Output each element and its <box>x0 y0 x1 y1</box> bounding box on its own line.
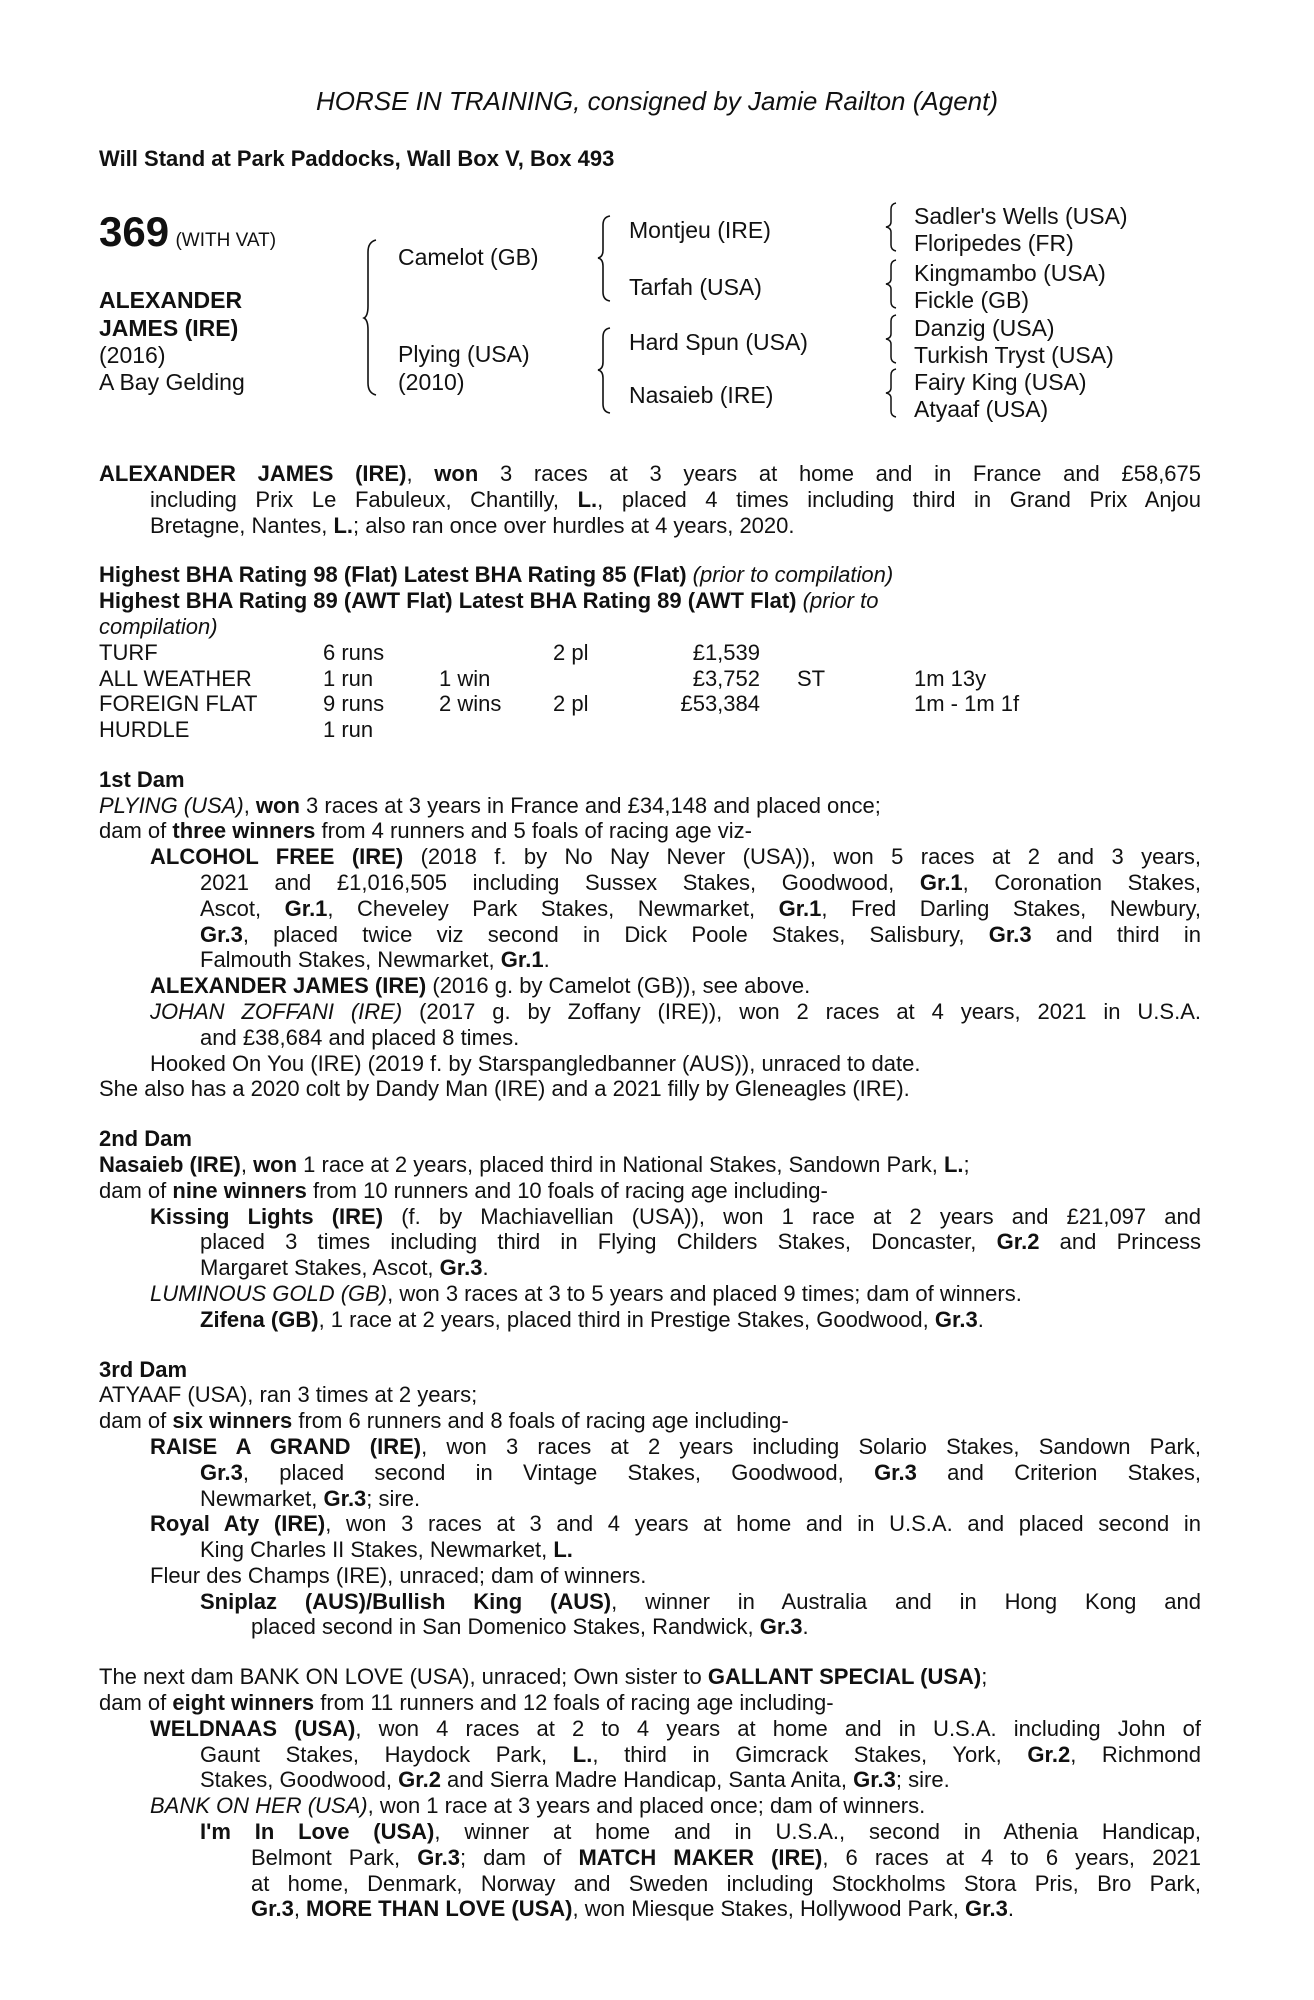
text: and Criterion Stakes, <box>916 1459 1201 1485</box>
text: . <box>802 1614 809 1640</box>
text-line <box>99 461 1201 487</box>
text: and Sierra Madre Handicap, Santa Anita, <box>440 1767 854 1793</box>
paragraph <box>99 1152 1201 1178</box>
text: , won 3 races at 2 years including Solario Stakes, Sandown Park, <box>421 1433 1201 1459</box>
text: Margaret Stakes, Ascot, <box>200 1255 440 1281</box>
paragraph <box>99 1434 1201 1511</box>
text: including Prix Le Fabuleux, Chantilly, <box>150 486 578 512</box>
text: and £38,684 and placed 8 times. <box>200 1024 520 1050</box>
paragraph <box>99 1793 1201 1819</box>
text-line <box>99 1025 1201 1051</box>
stats-cell: £3,752 <box>692 665 760 691</box>
stats-cell: ST <box>797 665 826 691</box>
ancestor: Fairy King (USA) <box>914 369 1087 395</box>
text-line <box>99 1255 1201 1281</box>
text-line <box>99 1408 1201 1434</box>
rating-line <box>99 562 1201 588</box>
text: , won 4 races at 2 to 4 years at home and in U.S.A. including John of <box>355 1715 1201 1741</box>
bold-text: L. <box>577 486 598 512</box>
bold-text: L. <box>553 1537 573 1563</box>
stats-cell: 6 runs <box>323 639 385 665</box>
text: . <box>977 1306 984 1332</box>
text-line <box>99 844 1201 870</box>
bold-text: Gr.3 <box>759 1614 803 1640</box>
stats-cell: 2 pl <box>553 639 589 665</box>
paragraph <box>99 818 1201 844</box>
dam: Plying (USA) <box>398 341 530 367</box>
text: ; <box>981 1664 988 1690</box>
stats-cell: 1 run <box>323 665 374 691</box>
stats-cell: HURDLE <box>99 717 190 743</box>
text: (f. by Machiavellian (USA)), won 1 race at 2 years and £21,097 and <box>383 1203 1201 1229</box>
bold-text: Gr.1 <box>919 869 963 895</box>
horse-name-line1: ALEXANDER <box>99 287 243 313</box>
sire-dam: Tarfah (USA) <box>629 274 762 300</box>
bold-text: Gr.3 <box>323 1485 367 1511</box>
ancestor: Floripedes (FR) <box>914 230 1074 256</box>
text: Falmouth Stakes, Newmarket, <box>200 947 501 973</box>
paragraph <box>99 461 1201 538</box>
text-line <box>99 1819 1201 1845</box>
text: from 4 runners and 5 foals of racing age viz- <box>315 818 752 844</box>
stats-row <box>99 717 1201 743</box>
dam-sire: Hard Spun (USA) <box>629 329 808 355</box>
pedigree-table <box>0 0 1314 450</box>
text-line <box>99 1204 1201 1230</box>
paragraph <box>99 1408 1201 1434</box>
paragraph <box>99 1664 1201 1690</box>
bold-text: won <box>253 1151 298 1177</box>
stats-cell: £53,384 <box>680 691 760 717</box>
bold-text: Gr.3 <box>200 921 243 947</box>
text: Stakes, Goodwood, <box>200 1767 399 1793</box>
sire: Camelot (GB) <box>398 244 539 270</box>
bold-text: nine winners <box>172 1177 307 1203</box>
text-line <box>99 1742 1201 1768</box>
catalogue-body <box>99 461 1201 1946</box>
text: placed second in San Domenico Stakes, Randwick, <box>251 1614 760 1640</box>
text: King Charles II Stakes, Newmarket, <box>200 1537 554 1563</box>
text-line <box>99 1793 1201 1819</box>
text: , winner at home and in U.S.A., second in Athenia Handicap, <box>434 1819 1201 1845</box>
horse-description: A Bay Gelding <box>99 369 245 395</box>
text: , won 1 race at 3 years and placed once; dam of winners. <box>367 1793 926 1819</box>
text: placed 3 times including third in Flying Childers Stakes, Doncaster, <box>200 1229 997 1255</box>
text-line <box>99 1511 1201 1537</box>
bold-text: ALEXANDER JAMES (IRE) <box>99 461 407 486</box>
text: , placed 4 times including third in Grand Prix Anjou <box>597 486 1201 512</box>
text: , Cheveley Park Stakes, Newmarket, <box>327 895 779 921</box>
text-line <box>99 1486 1201 1512</box>
rating-note: (prior to <box>802 588 879 614</box>
paragraph <box>99 793 1201 819</box>
dam-dam: Nasaieb (IRE) <box>629 382 774 408</box>
stats-cell: 9 runs <box>323 691 385 717</box>
bold-text: Gr.2 <box>996 1229 1040 1255</box>
text-line <box>99 1307 1201 1333</box>
dam-section <box>99 767 1201 1102</box>
text: Gaunt Stakes, Haydock Park, <box>200 1741 573 1767</box>
bold-text: L. <box>943 1151 964 1177</box>
page-title: HORSE IN TRAINING, consigned by Jamie Railton (Agent) <box>315 86 999 116</box>
bold-text: Gr.3 <box>934 1306 978 1332</box>
bold-text: eight winners <box>172 1690 315 1716</box>
bold-text: Nasaieb (IRE) <box>99 1151 241 1177</box>
text: dam of <box>99 1177 173 1203</box>
stats-row <box>99 640 1201 666</box>
text: Hooked On You (IRE) (2019 f. by Starspangledbanner (AUS)), unraced to date. <box>150 1050 921 1076</box>
text-line <box>99 1076 1201 1102</box>
bold-text: L. <box>333 512 354 538</box>
text: . <box>1007 1896 1014 1922</box>
text: , third in Gimcrack Stakes, York, <box>592 1741 1028 1767</box>
stats-cell: ALL WEATHER <box>99 665 252 691</box>
rating-line <box>99 588 1201 614</box>
paragraph <box>99 1589 1201 1641</box>
bold-text: Gr.1 <box>284 895 328 921</box>
brace-icon <box>598 328 612 413</box>
ancestor: Turkish Tryst (USA) <box>914 342 1114 368</box>
text: , <box>240 1151 254 1177</box>
stats-cell: 1m 13y <box>914 665 987 691</box>
text-line <box>99 1460 1201 1486</box>
stand-location: Will Stand at Park Paddocks, Wall Box V, Box 493 <box>99 146 615 171</box>
text: (2016 g. by Camelot (GB)), see above. <box>426 973 811 999</box>
text: from 11 runners and 12 foals of racing age including- <box>314 1690 834 1716</box>
text: She also has a 2020 colt by Dandy Man (IRE) and a 2021 filly by Gleneagles (IRE). <box>99 1076 910 1102</box>
paragraph <box>99 844 1201 973</box>
text: , Richmond <box>1070 1741 1201 1767</box>
horse-year: (2016) <box>99 342 166 368</box>
dam-year: (2010) <box>398 369 465 395</box>
lot-number: 369 <box>99 208 170 255</box>
text-line <box>99 487 1201 513</box>
paragraph <box>99 1716 1201 1793</box>
text-line <box>99 1716 1201 1742</box>
bold-text: Zifena (GB) <box>200 1306 319 1332</box>
text: 3 races at 3 years in France and £34,148 and placed once; <box>299 792 881 818</box>
text: Belmont Park, <box>251 1844 418 1870</box>
text: Ascot, <box>200 895 285 921</box>
bold-text: Royal Aty (IRE) <box>150 1511 326 1537</box>
text: from 10 runners and 10 foals of racing age including- <box>306 1177 828 1203</box>
ratings-and-stats <box>99 562 1201 742</box>
stats-cell: 1 win <box>439 665 491 691</box>
section-heading: 1st Dam <box>99 766 185 792</box>
text: 2021 and £1,016,505 including Sussex Stakes, Goodwood, <box>200 869 920 895</box>
text-line <box>99 1563 1201 1589</box>
bold-text: Gr.3 <box>439 1255 483 1281</box>
text: , placed second in Vintage Stakes, Goodwood, <box>242 1459 875 1485</box>
text: dam of <box>99 1408 173 1434</box>
text: . <box>543 947 550 973</box>
brace-icon <box>886 260 898 308</box>
rating-text: Highest BHA Rating 98 (Flat) Latest BHA Rating 85 (Flat) <box>99 562 687 588</box>
text-line <box>99 1614 1201 1640</box>
text: , won Miesque Stakes, Hollywood Park, <box>572 1896 966 1922</box>
bold-text: Gr.3 <box>988 921 1032 947</box>
dam-section <box>99 1664 1201 1922</box>
paragraph <box>99 1204 1201 1281</box>
paragraph <box>99 1690 1201 1716</box>
paragraph <box>99 973 1201 999</box>
text-line <box>99 947 1201 973</box>
bold-text: MORE THAN LOVE (USA) <box>306 1896 573 1922</box>
text: , placed twice viz second in Dick Poole Stakes, Salisbury, <box>242 921 989 947</box>
lot-number-line <box>99 210 276 254</box>
italic-text: BANK ON HER (USA) <box>150 1793 368 1819</box>
bold-text: won <box>255 792 300 818</box>
text: , <box>293 1896 307 1922</box>
bold-text: L. <box>572 1741 593 1767</box>
text-line <box>99 1434 1201 1460</box>
text-line <box>99 1767 1201 1793</box>
paragraph <box>99 1563 1201 1589</box>
text-line <box>99 1690 1201 1716</box>
stats-table <box>99 640 1201 743</box>
text: Fleur des Champs (IRE), unraced; dam of winners. <box>150 1562 647 1588</box>
text: ; sire. <box>895 1767 950 1793</box>
text-line <box>99 1281 1201 1307</box>
race-record-summary <box>99 461 1201 538</box>
bold-text: MATCH MAKER (IRE) <box>578 1844 823 1870</box>
text-line <box>99 973 1201 999</box>
bold-text: Gr.1 <box>778 895 822 921</box>
text: . <box>482 1255 489 1281</box>
dam-section <box>99 1126 1201 1332</box>
paragraph <box>99 1511 1201 1563</box>
text: dam of <box>99 818 173 844</box>
paragraph <box>99 1051 1201 1077</box>
bold-text: ALCOHOL FREE (IRE) <box>150 844 404 870</box>
paragraph <box>99 1281 1201 1307</box>
paragraph <box>99 1178 1201 1204</box>
brace-icon <box>886 203 898 251</box>
text: , Fred Darling Stakes, Newbury, <box>821 895 1201 921</box>
vat-label: (WITH VAT) <box>175 230 277 251</box>
text: ; <box>963 1151 970 1177</box>
horse-name-line2: JAMES (IRE) <box>99 315 239 341</box>
text: from 6 runners and 8 foals of racing age including- <box>292 1408 789 1434</box>
bold-text: Gr.3 <box>874 1459 917 1485</box>
text: , 1 race at 2 years, placed third in Prestige Stakes, Goodwood, <box>318 1306 935 1332</box>
stats-cell: TURF <box>99 639 158 665</box>
text: , <box>406 461 435 486</box>
bold-text: GALLANT SPECIAL (USA) <box>707 1664 982 1690</box>
ancestor: Kingmambo (USA) <box>914 260 1106 286</box>
paragraph <box>99 1076 1201 1102</box>
text-line <box>99 1178 1201 1204</box>
bold-text: Gr.3 <box>853 1767 896 1793</box>
paragraph <box>99 999 1201 1051</box>
stats-cell: 1 run <box>323 717 374 743</box>
brace-icon <box>598 216 612 301</box>
text-line <box>99 1871 1201 1897</box>
bold-text: six winners <box>172 1408 293 1434</box>
ancestor: Danzig (USA) <box>914 315 1055 341</box>
text-line <box>99 1664 1201 1690</box>
text-line <box>99 1845 1201 1871</box>
text-line <box>99 1382 1201 1408</box>
text: Newmarket, <box>200 1485 324 1511</box>
text: (2018 f. by No Nay Never (USA)), won 5 races at 2 and 3 years, <box>403 844 1201 870</box>
text: ; also ran once over hurdles at 4 years, 2020. <box>353 512 795 538</box>
ancestor: Sadler's Wells (USA) <box>914 203 1128 229</box>
ancestor: Atyaaf (USA) <box>914 396 1049 422</box>
text: , 6 races at 4 to 6 years, 2021 <box>822 1844 1202 1870</box>
bold-text: Sniplaz (AUS)/Bullish King (AUS) <box>200 1588 612 1614</box>
text-line <box>99 870 1201 896</box>
text-line <box>99 818 1201 844</box>
section-heading: 2nd Dam <box>99 1126 192 1152</box>
text-line <box>99 999 1201 1025</box>
text-line <box>99 513 1201 539</box>
paragraph <box>99 1307 1201 1333</box>
paragraph <box>99 1382 1201 1408</box>
stats-cell: 2 wins <box>439 691 502 717</box>
bold-text: Gr.3 <box>251 1896 294 1922</box>
text: , winner in Australia and in Hong Kong and <box>611 1588 1201 1614</box>
brace-icon <box>886 369 898 417</box>
text-line <box>99 1051 1201 1077</box>
text: ; dam of <box>460 1844 579 1870</box>
text-line <box>99 1589 1201 1615</box>
text: and Princess <box>1039 1229 1201 1255</box>
bold-text: Gr.3 <box>200 1459 243 1485</box>
text-line <box>99 1152 1201 1178</box>
bold-text: ALEXANDER JAMES (IRE) <box>150 973 427 999</box>
text: ATYAAF (USA), ran 3 times at 2 years; <box>99 1382 478 1408</box>
bold-text: three winners <box>172 818 316 844</box>
dam-section <box>99 1357 1201 1641</box>
bold-text: won <box>434 461 479 486</box>
bold-text: Gr.1 <box>500 947 544 973</box>
text: (2017 g. by Zoffany (IRE)), won 2 races at 4 years, 2021 in U.S.A. <box>402 998 1201 1024</box>
bold-text: I'm In Love (USA) <box>200 1819 435 1845</box>
text-line <box>99 1896 1201 1922</box>
text: , won 3 races at 3 to 5 years and placed 9 times; dam of winners. <box>387 1280 1022 1306</box>
rating-note: compilation) <box>99 613 218 639</box>
bold-text: Gr.2 <box>398 1767 441 1793</box>
text: The next dam BANK ON LOVE (USA), unraced; Own sister to <box>99 1664 708 1690</box>
italic-text: PLYING (USA) <box>99 792 244 818</box>
text-line <box>99 1537 1201 1563</box>
stats-row <box>99 666 1201 692</box>
rating-note: (prior to compilation) <box>692 562 894 588</box>
bold-text: WELDNAAS (USA) <box>150 1715 356 1741</box>
text: Bretagne, Nantes, <box>150 512 334 538</box>
text-line <box>99 793 1201 819</box>
italic-text: JOHAN ZOFFANI (IRE) <box>150 998 403 1024</box>
sire-sire: Montjeu (IRE) <box>629 217 771 243</box>
bold-text: Gr.3 <box>417 1844 460 1870</box>
text: dam of <box>99 1690 173 1716</box>
section-heading: 3rd Dam <box>99 1356 188 1382</box>
paragraph <box>99 1819 1201 1922</box>
ancestor: Fickle (GB) <box>914 287 1029 313</box>
stats-cell: 2 pl <box>553 691 589 717</box>
bold-text: RAISE A GRAND (IRE) <box>150 1433 422 1459</box>
text: 1 race at 2 years, placed third in National Stakes, Sandown Park, <box>297 1151 944 1177</box>
bold-text: Kissing Lights (IRE) <box>150 1203 384 1229</box>
text: , Coronation Stakes, <box>962 869 1201 895</box>
stats-cell: £1,539 <box>692 639 760 665</box>
text-line <box>99 922 1201 948</box>
text-line <box>99 1229 1201 1255</box>
stats-cell: 1m - 1m 1f <box>914 691 1020 717</box>
text: , <box>243 792 256 818</box>
bold-text: Gr.3 <box>965 1896 1008 1922</box>
italic-text: LUMINOUS GOLD (GB) <box>150 1280 388 1306</box>
text: ; sire. <box>366 1485 421 1511</box>
brace-icon <box>886 315 898 363</box>
bold-text: Gr.2 <box>1027 1741 1071 1767</box>
text-line <box>99 896 1201 922</box>
text: , won 3 races at 3 and 4 years at home and in U.S.A. and placed second in <box>325 1511 1201 1537</box>
brace-icon <box>364 240 378 395</box>
text: and third in <box>1031 921 1201 947</box>
text: at home, Denmark, Norway and Sweden including Stockholms Stora Pris, Bro Park, <box>251 1870 1201 1896</box>
stats-row <box>99 691 1201 717</box>
text: 3 races at 3 years at home and in France and £58,675 <box>478 461 1202 486</box>
stats-cell: FOREIGN FLAT <box>99 691 258 717</box>
rating-text: Highest BHA Rating 89 (AWT Flat) Latest BHA Rating 89 (AWT Flat) <box>99 588 797 614</box>
